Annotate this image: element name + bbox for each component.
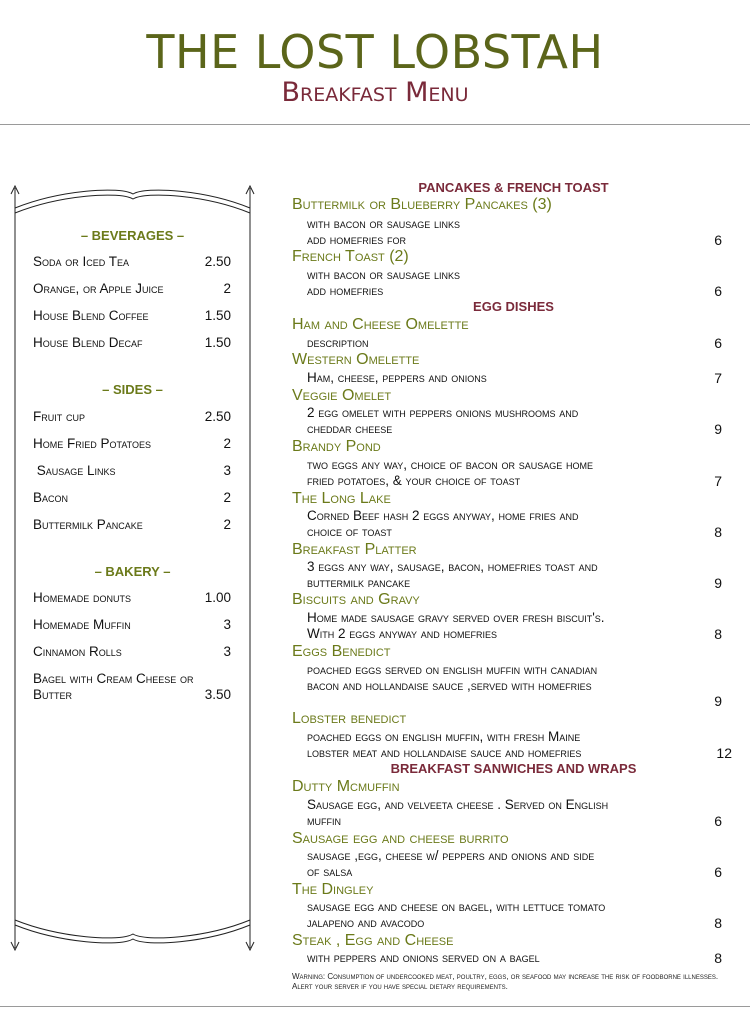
menu-item-price: 8: [714, 626, 722, 642]
menu-item-title: Dutty Mcmuffin: [292, 778, 400, 795]
menu-item-desc: Sausage egg, and velveeta cheese . Served on English: [307, 797, 609, 812]
item-name: Homemade Muffin: [33, 617, 131, 632]
menu-item-desc: Ham, cheese, peppers and onions: [307, 370, 487, 385]
item-price: 2: [223, 517, 231, 532]
menu-item-title: The Long Lake: [292, 490, 391, 507]
item-price: 3.50: [204, 687, 231, 702]
item-name: House Blend Coffee: [33, 308, 149, 323]
item-name: Homemade donuts: [33, 590, 132, 605]
menu-item-desc: 2 egg omelet with peppers onions mushrooms and: [307, 405, 579, 420]
restaurant-title: THE LOST LOBSTAH: [146, 25, 604, 79]
menu-item-title: Buttermilk or Blueberry Pancakes (3): [292, 196, 552, 213]
menu-item-title: Eggs Benedict: [292, 643, 391, 660]
bakery-heading: – BAKERY –: [94, 564, 171, 579]
menu-item-price: 6: [714, 283, 722, 299]
menu-item-price: 7: [714, 473, 722, 489]
menu-item-title: French Toast (2): [292, 248, 409, 265]
menu-item-desc: With 2 eggs anyway and homefries: [307, 626, 498, 641]
menu-item-price: 6: [714, 335, 722, 351]
menu-item-desc: jalapeno and avacodo: [307, 915, 425, 930]
menu-item-title: The Dingley: [292, 881, 374, 898]
beverage-item: [33, 281, 231, 297]
item-name: House Blend Decaf: [33, 335, 143, 350]
menu-item-desc: of salsa: [307, 864, 353, 879]
menu-item-title: Sausage egg and cheese burrito: [292, 830, 509, 847]
menu-item-price: 8: [714, 915, 722, 931]
item-name: Bacon: [33, 490, 69, 505]
menu-item-price: 8: [714, 950, 722, 966]
item-price: 1.50: [204, 308, 231, 323]
menu-item-desc: sausage egg and cheese on bagel, with lettuce tomato: [307, 899, 606, 914]
menu-item-desc: choice of toast: [307, 524, 392, 539]
menu-item-price: 6: [714, 813, 722, 829]
item-name: Buttermilk Pancake: [33, 517, 143, 532]
menu-item-price: 6: [714, 232, 722, 248]
pancakes-heading: PANCAKES & FRENCH TOAST: [418, 180, 609, 195]
menu-item-desc: lobster meat and hollandaise sauce and homefries: [307, 745, 582, 760]
item-name: Cinnamon Rolls: [33, 644, 122, 659]
menu-item-desc: fried potatoes, & your choice of toast: [307, 473, 521, 488]
menu-item-price: 9: [714, 421, 722, 437]
menu-item-title: Steak , Egg and Cheese: [292, 932, 454, 949]
menu-item-desc: add homefries: [307, 283, 384, 298]
side-item: [33, 463, 231, 479]
menu-item-title: Brandy Pond: [292, 438, 381, 455]
side-item: [33, 409, 231, 425]
item-price: 2: [223, 281, 231, 296]
food-safety-warning: Warning: Consumption of undercooked meat, poultry, eggs, or seafood may increase the risk of foodborne illnesses. Alert your server if you have special dietary requirements.: [292, 972, 719, 991]
item-price: 3: [223, 463, 231, 478]
item-price: 2: [223, 436, 231, 451]
bakery-item: [33, 671, 231, 703]
item-name: Home Fried Potatoes: [33, 436, 152, 451]
menu-item-title: Lobster benedict: [292, 710, 407, 727]
item-price: 3: [223, 644, 231, 659]
beverage-item: [33, 308, 231, 324]
menu-subtitle: Breakfast Menu: [281, 77, 469, 108]
menu-item-desc: description: [307, 335, 369, 350]
menu-item-desc: muffin: [307, 813, 341, 828]
egg-dishes-heading: EGG DISHES: [473, 299, 554, 314]
menu-item-price: 6: [714, 864, 722, 880]
menu-item-title: Veggie Omelet: [292, 387, 392, 404]
top-divider: [0, 124, 750, 125]
sandwiches-heading: BREAKFAST SANWICHES AND WRAPS: [390, 761, 637, 776]
item-price: 3: [223, 617, 231, 632]
menu-item-title: Western Omelette: [292, 351, 420, 368]
item-price: 2.50: [204, 409, 231, 424]
bottom-divider: [0, 1006, 750, 1007]
menu-item-desc: with bacon or sausage links: [307, 267, 461, 282]
bakery-item: [33, 617, 231, 633]
menu-item-desc: Home made sausage gravy served over fresh biscuit's.: [307, 610, 605, 625]
item-price: 1.00: [204, 590, 231, 605]
menu-item-price: 8: [714, 524, 722, 540]
menu-item-desc: poached eggs served on english muffin with canadian: [307, 662, 598, 677]
menu-item-desc: Corned Beef hash 2 eggs anyway, home fries and: [307, 508, 579, 523]
sides-heading: – SIDES –: [102, 382, 163, 397]
item-name: Bagel with Cream Cheese or Butter: [33, 671, 194, 702]
item-name: Fruit cup: [33, 409, 85, 424]
item-price: 1.50: [204, 335, 231, 350]
menu-item-price: 9: [714, 575, 722, 591]
beverage-item: [33, 335, 231, 351]
menu-item-desc: add homefries for: [307, 232, 407, 247]
beverage-item: [33, 254, 231, 270]
item-price: 2.50: [204, 254, 231, 269]
menu-item-desc: with bacon or sausage links: [307, 216, 461, 231]
item-name: Sausage Links: [33, 463, 116, 478]
item-price: 2: [223, 490, 231, 505]
menu-item-title: Breakfast Platter: [292, 541, 417, 558]
menu-item-desc: cheddar cheese: [307, 421, 393, 436]
menu-item-desc: bacon and hollandaise sauce ,served with homefries: [307, 678, 592, 693]
bakery-item: [33, 590, 231, 606]
item-name: Orange, or Apple Juice: [33, 281, 164, 296]
menu-item-price: 12: [716, 745, 732, 761]
beverages-heading: – BEVERAGES –: [80, 228, 185, 243]
bakery-item: [33, 644, 231, 660]
menu-item-desc: with peppers and onions served on a bagel: [307, 950, 540, 965]
item-name: Soda or Iced Tea: [33, 254, 130, 269]
menu-item-title: Biscuits and Gravy: [292, 591, 420, 608]
menu-item-price: 7: [714, 370, 722, 386]
menu-item-desc: sausage ,egg, cheese w/ peppers and onions and side: [307, 848, 595, 863]
menu-item-desc: buttermilk pancake: [307, 575, 411, 590]
menu-item-desc: 3 eggs any way, sausage, bacon, homefries toast and: [307, 559, 598, 574]
menu-item-price: 9: [714, 693, 722, 709]
menu-item-desc: two eggs any way, choice of bacon or sausage home: [307, 457, 594, 472]
side-item: [33, 436, 231, 452]
menu-item-title: Ham and Cheese Omelette: [292, 316, 469, 333]
side-item: [33, 490, 231, 506]
menu-item-desc: poached eggs on english muffin, with fresh Maine: [307, 729, 581, 744]
side-item: [33, 517, 231, 533]
